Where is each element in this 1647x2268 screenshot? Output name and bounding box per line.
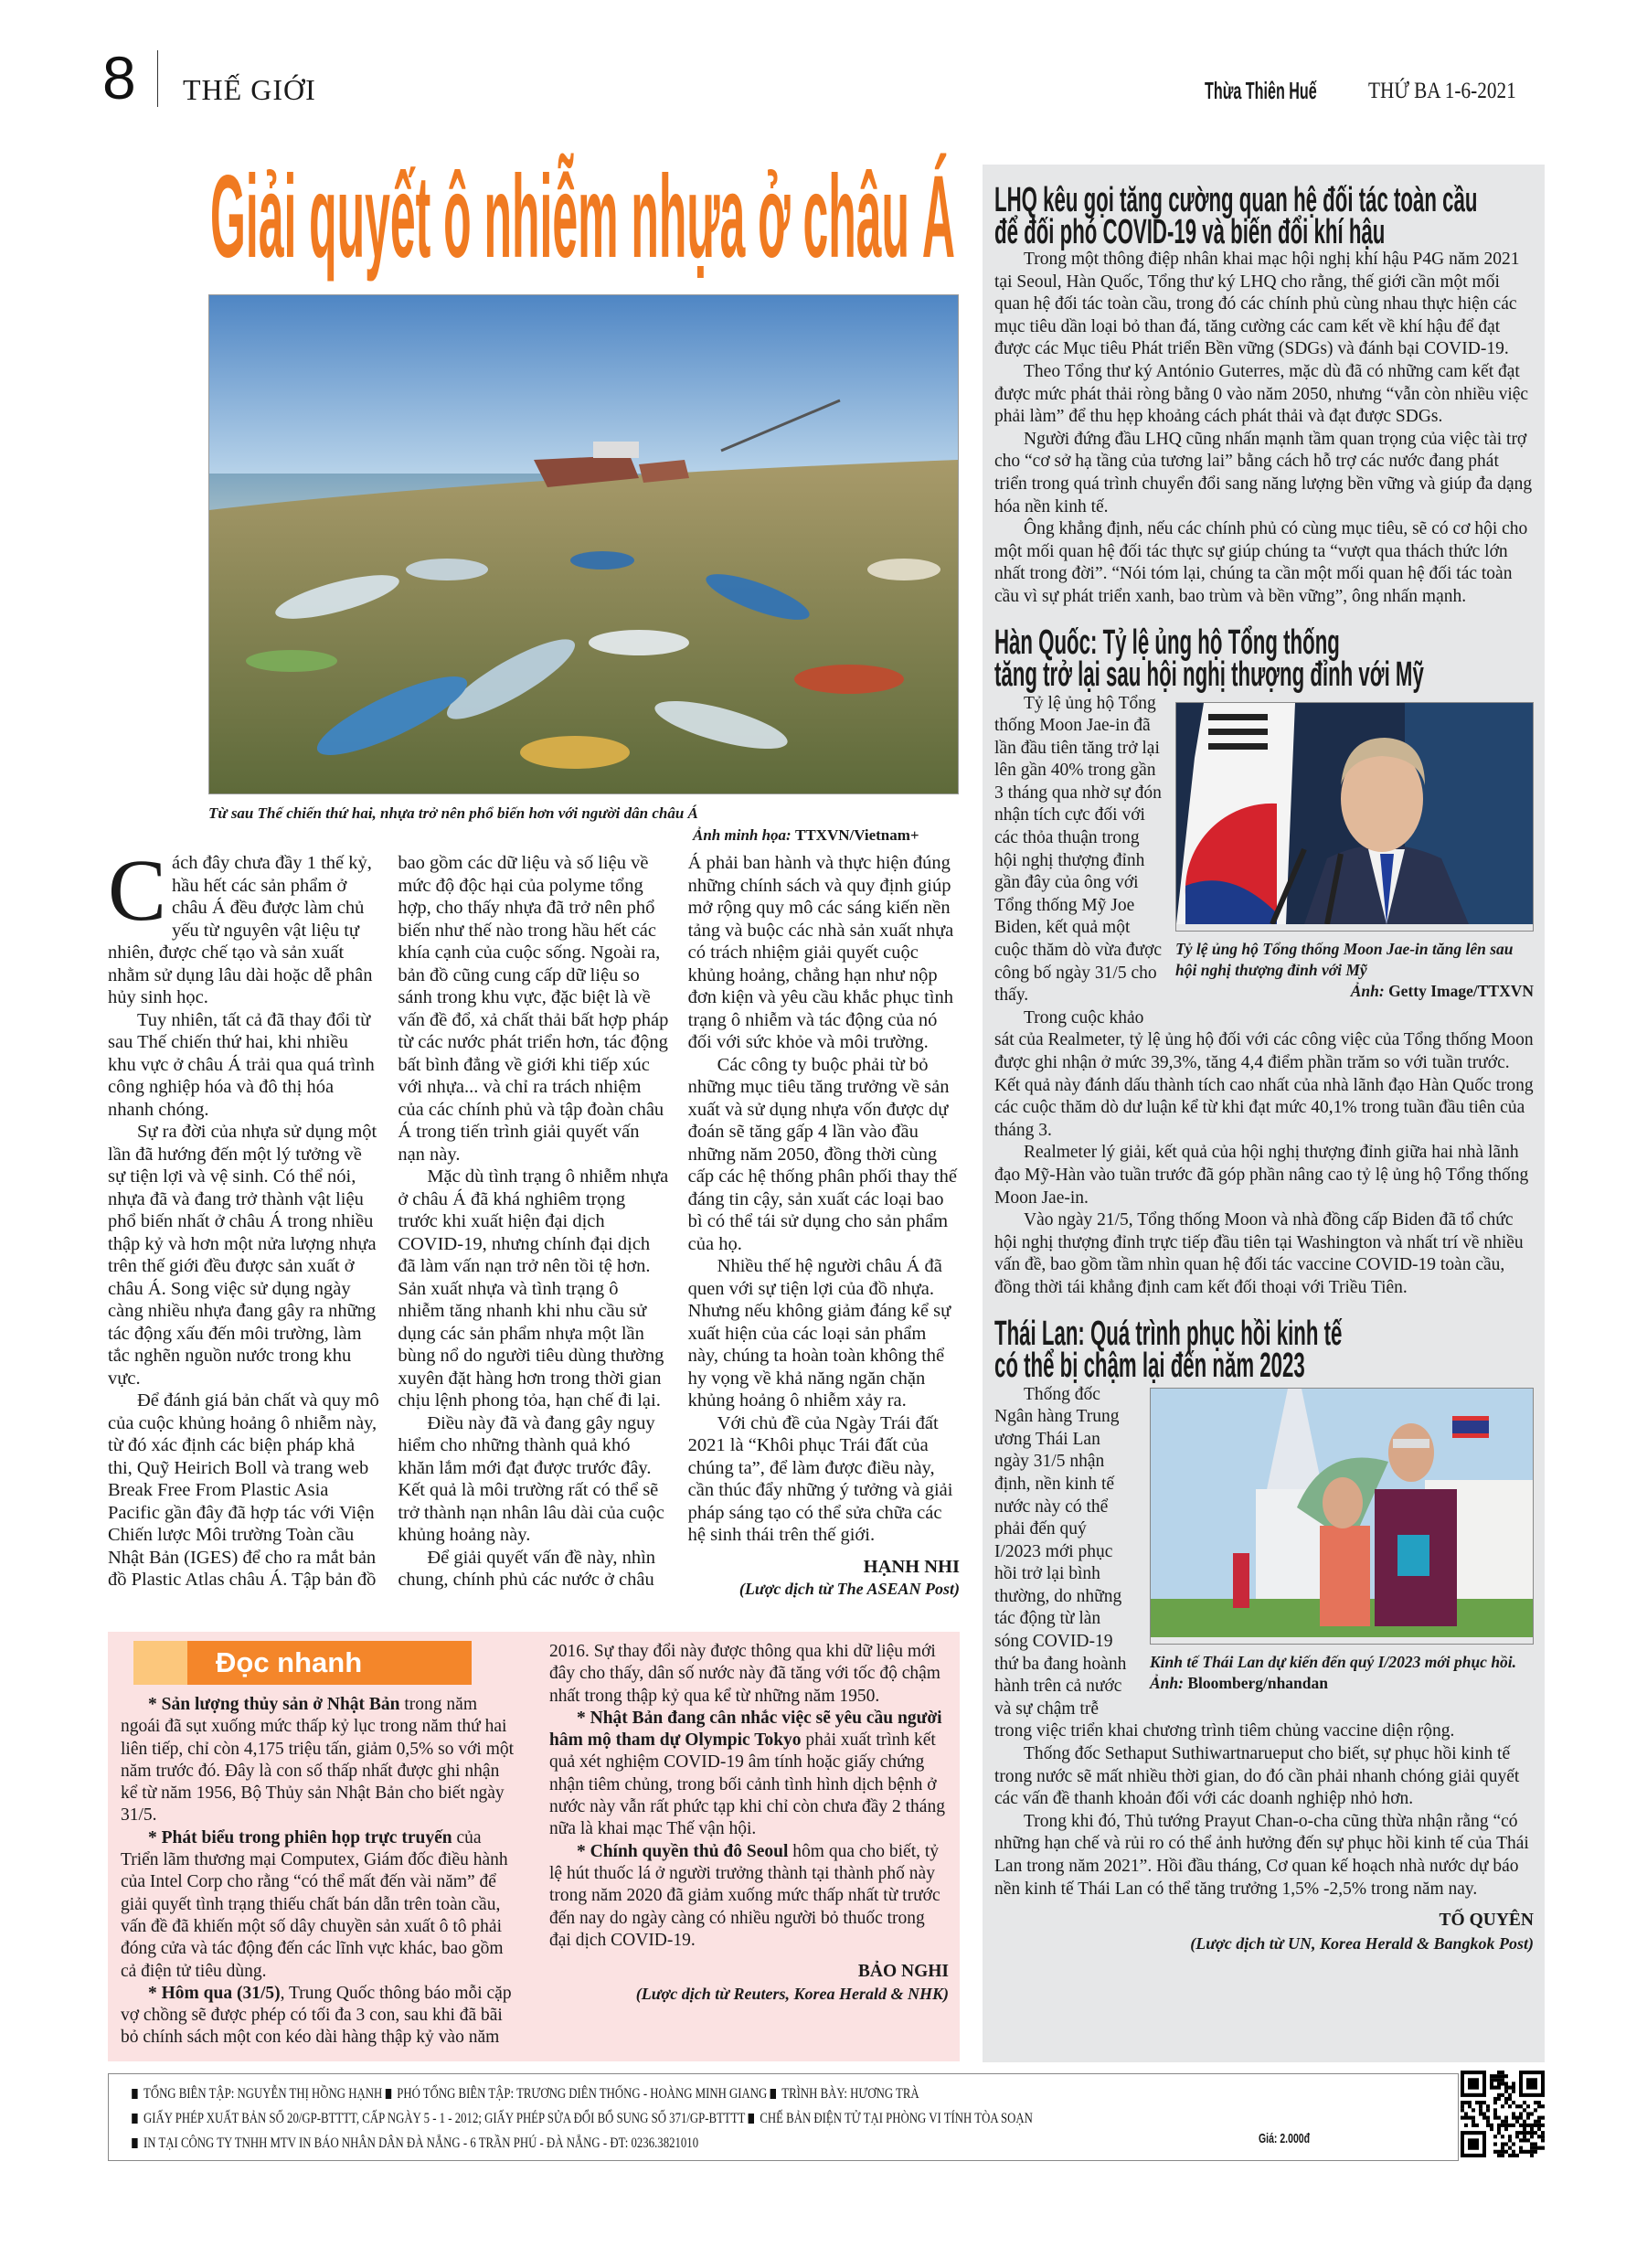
quick-read-item: * Hôm qua (31/5), Trung Quốc thông báo mỗi cặp vợ chồng sẽ được phép có tối đa 3 con, sau khi đã bãi bỏ chính sách một con kéo dài hàng thập kỷ vào năm 2016. Sự thay đổi này được thông qua khi dữ liệu mới đây cho thấy, dân số nước này đã tăng với tốc độ chậm nhất trong thập kỷ qua kể từ những năm 1950. bbox=[121, 1642, 940, 2048]
drop-cap: C bbox=[108, 841, 167, 939]
thailand-article-title-line: có thể bị chậm lại đến năm 2023 bbox=[994, 1346, 1305, 1385]
korea-article-title-line: Hàn Quốc: Tỷ lệ ủng hộ Tổng thống bbox=[994, 623, 1340, 662]
thailand-figure bbox=[1150, 1388, 1534, 1695]
article-paragraph: Ông khẳng định, nếu các chính phủ có cùng mục tiêu, sẽ có cơ hội cho một mối quan hệ đối tác thực sự giúp chúng ta “vượt qua thách thức lớn nhất trong đời”. “Nói tóm lại, chúng ta cần một mối quan hệ đối tác toàn cầu vì sự phát triển xanh, bao trùm và bền vững”, ông nhấn mạnh. bbox=[994, 519, 1528, 606]
korea-figure bbox=[1175, 702, 1534, 1003]
photo-credit: Ảnh: Getty Image/TTXVN bbox=[1350, 982, 1534, 1001]
footer-line: TỔNG BIÊN TẬP: NGUYỄN THỊ HỒNG HẠNH PHÓ TỔNG BIÊN TẬP: TRƯƠNG DIÊN THỐNG - HOÀNG MINH GIANG TRÌNH BÀY: HƯƠNG TRÀ bbox=[129, 2082, 1192, 2106]
article-source: (Lược dịch từ The ASEAN Post) bbox=[738, 1580, 960, 1598]
article-paragraph: Thống đốc Ngân hàng Trung ương Thái Lan ngày 31/5 nhận định, nền kinh tế nước này có thể phải đến quý I/2023 mới phục hồi trở lại bình thường, do những tác động từ làn sóng COVID-19 thứ ba đang hoành hành trên cả nước và sự chậm trễ trong việc triển khai chương trình tiêm chủng vaccine diện rộng. bbox=[994, 1384, 1455, 1741]
footer-line: IN TẠI CÔNG TY TNHH MTV IN BÁO NHÂN DÂN ĐÀ NẴNG - 6 TRẦN PHÚ - ĐÀ NẴNG - ĐT: 0236.3821010 bbox=[129, 2131, 1192, 2156]
main-article-body bbox=[108, 841, 960, 1611]
article-paragraph: Người đứng đầu LHQ cũng nhấn mạnh tầm quan trọng của việc tài trợ cho “cơ sở hạ tầng của tương lai” bằng cách hỗ trợ các nước đang phát triển trong quá trình chuyển đổi sang năng lượng bền vững và giúp đa dạng hóa nền kinh tế. bbox=[994, 429, 1533, 516]
thailand-article-title-line: Thái Lan: Quá trình phục hồi kinh tế bbox=[994, 1314, 1343, 1353]
article-source: (Lược dịch từ UN, Korea Herald & Bangkok Post) bbox=[1190, 1933, 1534, 1953]
un-article bbox=[994, 181, 1534, 609]
article-paragraph: Nhiều thế hệ người châu Á đã quen với sự tiện lợi của đồ nhựa. Nhưng nếu không giảm đáng kể sự xuất hiện của các loại sản phẩm này, chúng ta hoàn toàn không thể hy vọng về khả năng ngăn chặn khủng hoảng ô nhiễm xảy ra. bbox=[687, 1256, 951, 1411]
article-paragraph: Tuy nhiên, tất cả đã thay đổi từ sau Thế chiến thứ hai, khi nhiều khu vực ở châu Á trải qua quá trình công nghiệp hóa và đô thị hóa nhanh chóng. bbox=[108, 1009, 375, 1120]
article-paragraph: Các công ty buộc phải từ bỏ những mục tiêu tăng trưởng về sản xuất và sử dụng nhựa vốn được dự đoán sẽ tăng gấp 4 lần vào đầu những năm 2050, đồng thời cùng cấp các hệ thống phân phối thay thế đáng tin cậy, sản xuất các loại bao bì có thể tái sử dụng cho sản phẩm của họ. bbox=[687, 1054, 957, 1254]
page-number: 8 bbox=[102, 44, 136, 112]
header-divider bbox=[157, 50, 158, 107]
main-headline: Giải quyết ô nhiễm nhựa ở châu Á bbox=[210, 152, 955, 282]
section-title: THẾ GIỚI bbox=[183, 73, 316, 106]
quick-read-item: * Chính quyền thủ đô Seoul hôm qua cho biết, tỷ lệ hút thuốc lá ở người trưởng thành tại thành phố này trong năm 2020 đã giảm xuống mức thấp nhất từ trước đến nay do ngày càng có nhiều người bỏ thuốc trong đại dịch COVID-19. bbox=[549, 1841, 940, 1950]
article-paragraph: Để đánh giá bản chất và quy mô của cuộc khủng hoảng ô nhiễm này, từ đó xác định các biện pháp khả thi, Quỹ Heirich Boll và trang web Break Free From Plastic Asia Pacific gần đây đã hợp tác với Viện Chiến lược Môi trường Toàn cầu Nhật Bản (IGES) để cho ra mắt bản đồ Plastic Atlas châu Á. Tập bản đồ bao gồm các dữ liệu và số liệu về mức độ độc hại của polyme tổng hợp, cho thấy nhựa đã trở nên phổ biến như thế nào trong hầu hết các khía cạnh của cuộc sống. Ngoài ra, bản đồ cũng cung cấp dữ liệu so sánh trong khu vực, đặc biệt là về vấn đề đổ, xả chất thải bất hợp pháp từ các nước phát triển hơn, tác động bất bình đẳng về giới khi tiếp xúc với nhựa... và chỉ ra trách nhiệm của các chính phủ và tập đoàn châu Á trong tiến trình giải quyết vấn nạn này. bbox=[108, 853, 669, 1590]
photo-credit-label: Ảnh minh họa: bbox=[693, 826, 792, 844]
article-paragraph: Cách đây chưa đầy 1 thế kỷ, hầu hết các sản phẩm ở châu Á đều được làm chủ yếu từ nguyên vật liệu tự nhiên, được chế tạo và sản xuất nhằm sử dụng lâu dài hoặc dễ phân hủy sinh học. bbox=[108, 841, 373, 1007]
korea-article-title-line: tăng trở lại sau hội nghị thượng đỉnh với Mỹ bbox=[994, 655, 1424, 694]
article-paragraph: Vào ngày 21/5, Tổng thống Moon và nhà đồng cấp Biden đã tổ chức hội nghị thượng đỉnh trực tiếp đầu tiên tại Washington và nhất trí về nhiều vấn đề, bao gồm tầm nhìn quan hệ đối tác vaccine COVID-19 toàn cầu, đồng thời tái khẳng định cam kết đối thoại với Triều Tiên. bbox=[994, 1210, 1524, 1297]
price: Giá: 2.000đ bbox=[1258, 2131, 1310, 2146]
caption-text: Từ sau Thế chiến thứ hai, nhựa trở nên phổ biến hơn với người dân châu Á bbox=[208, 804, 698, 822]
article-byline: HẠNH NHI bbox=[863, 1556, 960, 1577]
quick-read-box bbox=[108, 1632, 960, 2061]
thailand-photo-caption: Kinh tế Thái Lan dự kiến đến quý I/2023 mới phục hồi. Ảnh: Bloomberg/nhandan bbox=[1150, 1653, 1517, 1693]
article-paragraph: Thống đốc Sethaput Suthiwartnarueput cho biết, sự phục hồi kinh tế trong nước sẽ mất nhiều thời gian, do đó cần phải nhanh chóng giải quyết các vấn đề thanh khoản đối với các doanh nghiệp nhỏ hơn. bbox=[994, 1744, 1520, 1809]
world-news-panel bbox=[983, 165, 1545, 2062]
qr-code[interactable] bbox=[1461, 2071, 1545, 2157]
main-headline-container bbox=[210, 154, 955, 282]
korea-photo-caption: Tỷ lệ ủng hộ Tổng thống Moon Jae-in tăng lên sau hội nghị thượng đỉnh với Mỹ bbox=[1175, 940, 1514, 980]
moon-jae-in-photo bbox=[1175, 702, 1534, 932]
quick-read-title: Đọc nhanh bbox=[133, 1641, 472, 1685]
issue-date: THỨ BA 1-6-2021 bbox=[1368, 79, 1516, 103]
korea-article bbox=[994, 623, 1534, 1300]
article-paragraph: Điều này đã và đang gây nguy hiểm cho những thành quả khó khăn lắm mới đạt được trước đây. Kết quả là môi trường rất có thể sẽ trở thành nạn nhân lâu dài của cuộc khủng hoảng này. bbox=[398, 1412, 664, 1545]
photo-credit bbox=[208, 825, 957, 847]
bangkok-tourists-photo bbox=[1150, 1388, 1534, 1645]
thailand-article bbox=[994, 1314, 1534, 1955]
article-byline: TỐ QUYÊN bbox=[1439, 1911, 1534, 1931]
article-paragraph: Mặc dù tình trạng ô nhiễm nhựa ở châu Á đã khá nghiêm trọng trước khi xuất hiện đại dịch COVID-19, nhưng chính đại dịch đã làm vấn nạn trở nên tồi tệ hơn. Sản xuất nhựa và tình trạng ô nhiễm tăng nhanh khi nhu cầu sử dụng các sản phẩm nhựa một lần bùng nổ do người tiêu dùng thường xuyên đặt hàng hơn trong thời gian chịu lệnh phong tỏa, hạn chế đi lại. bbox=[398, 1166, 669, 1411]
photo-credit-source: TTXVN/Vietnam+ bbox=[794, 826, 919, 844]
article-paragraph: Trong một thông điệp nhân khai mạc hội nghị khí hậu P4G năm 2021 tại Seoul, Hàn Quốc, Tổng thư ký LHQ cho rằng, thế giới cần một mối quan hệ đối tác toàn cầu, trong đó các chính phủ cùng nhau thực hiện các mục tiêu dần loại bỏ than đá, tăng cường các cam kết về khí hậu để đạt được các Mục tiêu Phát triển Bền vững (SDGs) và đánh bại COVID-19. bbox=[994, 250, 1520, 359]
article-paragraph: Trong cuộc khảo sát của Realmeter, tỷ lệ ủng hộ đối với các công việc của Tổng thống Moon được ghi nhận ở mức 39,3%, tăng 4,4 điểm phần trăm so với tuần trước. Kết quả này đánh dấu thành tích cao nhất của nhà lãnh đạo Hàn Quốc trong các cuộc thăm dò dư luận kể từ khi đạt mức 40,1% trong tuần đầu tiên của tháng 3. bbox=[994, 1007, 1534, 1140]
article-paragraph: Realmeter lý giải, kết quả của hội nghị thượng đỉnh giữa hai nhà lãnh đạo Mỹ-Hàn vào tuần trước đã góp phần nâng cao tỷ lệ ủng hộ Tổng thống Moon Jae-in. bbox=[994, 1143, 1529, 1208]
article-paragraph: Trong khi đó, Thủ tướng Prayut Chan-o-cha cũng thừa nhận rằng “có những hạn chế và rủi ro có thể ảnh hưởng đến sự phục hồi kinh tế của Thái Lan trong năm 2021”. Hồi đầu tháng, Cơ quan kế hoạch nhà nước dự báo nền kinh tế Thái Lan có thể tăng trưởng 1,5% -2,5% trong năm nay. bbox=[994, 1811, 1529, 1899]
quick-read-item: * Phát biểu trong phiên họp trực truyến của Triển lãm thương mại Computex, Giám đốc điều hành của Intel Corp cho rằng “có thể mất đến vài năm” để giải quyết tình trạng thiếu chất bán dẫn trên toàn cầu, vấn đề đã khiến một số dây chuyền sản xuất ô tô phải đóng cửa và tác động đến các lĩnh vực khác, bao gồm cả điện tử tiêu dùng. bbox=[121, 1827, 508, 1981]
quick-read-source: (Lược dịch từ Reuters, Korea Herald & NHK) bbox=[635, 1985, 949, 2004]
plastic-pollution-photo bbox=[208, 294, 959, 794]
article-paragraph: Với chủ đề của Ngày Trái đất 2021 là “Khôi phục Trái đất của chúng ta”, để làm được điều này, cần thúc đẩy những ý tưởng và giải pháp sáng tạo có thể sửa chữa các hệ sinh thái trên thế giới. bbox=[687, 1412, 953, 1545]
quick-read-byline: BẢO NGHI bbox=[857, 1962, 949, 1982]
quick-read-item: * Nhật Bản đang cân nhắc việc sẽ yêu cầu người hâm mộ tham dự Olympic Tokyo phải xuất trình kết quả xét nghiệm COVID-19 âm tính hoặc giấy chứng nhận tiêm chủng, trong bối cảnh tình hình dịch bệnh ở nước này vẫn rất phức tạp khi chỉ còn chưa đầy 2 tháng nữa là khai mạc Thế vận hội. bbox=[549, 1708, 945, 1839]
quick-read-item: * Sản lượng thủy sản ở Nhật Bản trong năm ngoái đã sụt xuống mức thấp kỷ lục trong năm thứ hai liên tiếp, chỉ còn 4,175 triệu tấn, giảm 0,5% so với một năm trước đó. Đây là con số thấp nhất được ghi nhận kể từ năm 1956, Bộ Thủy sản Nhật Bản cho biết ngày 31/5. bbox=[121, 1695, 515, 1826]
newspaper-name: Thừa Thiên Huế bbox=[1205, 77, 1317, 104]
masthead-footer bbox=[108, 2073, 1459, 2161]
un-article-title-line: LHQ kêu gọi tăng cường quan hệ đối tác toàn cầu bbox=[994, 181, 1478, 219]
article-paragraph: Sự ra đời của nhựa sử dụng một lần đã hướng đến một lý tưởng về sự tiện lợi và vệ sinh. Có thể nói, nhựa đã và đang trở thành vật liệu phổ biến nhất ở châu Á trong nhiều thập kỷ và hơn một nửa lượng nhựa trên thế giới đều được sản xuất ở châu Á. Song việc sử dụng ngày càng nhiều nhựa đang gây ra những tác động xấu đến môi trường, làm tắc nghẽn nguồn nước trong khu vực. bbox=[108, 1122, 377, 1389]
article-paragraph: Theo Tổng thư ký António Guterres, mặc dù đã có những cam kết đạt được mức phát thải ròng bằng 0 vào năm 2050, nhưng “vẫn còn nhiều việc phải làm” để thu hẹp khoảng cách phát thải và đạt được SDGs. bbox=[994, 361, 1529, 427]
footer-line: GIẤY PHÉP XUẤT BẢN SỐ 20/GP-BTTTT, CẤP NGÀY 5 - 1 - 2012; GIẤY PHÉP SỬA ĐỔI BỔ SUNG SỐ 371/GP-BTTTT CHẾ BẢN ĐIỆN TỬ TẠI PHÒNG VI TÍNH TÒA SOẠN bbox=[129, 2106, 1192, 2131]
article-paragraph: Để giải quyết vấn đề này, nhìn chung, chính phủ các nước ở châu Á phải ban hành và thực hiện đúng những chính sách và quy định giúp mở rộng quy mô các sáng kiến nền tảng và buộc các nhà sản xuất nhựa có trách nhiệm giải quyết cuộc khủng hoảng, chẳng hạn như nộp đơn kiện và yêu cầu khắc phục tình trạng ô nhiễm và tác động của nó đối với sức khỏe và môi trường. bbox=[398, 853, 954, 1590]
un-article-title-line: để đối phó COVID-19 và biến đổi khí hậu bbox=[994, 213, 1386, 251]
article-paragraph: Tỷ lệ ủng hộ Tổng thống Moon Jae-in đã lần đầu tiên tăng trở lại lên gần 40% trong gần 3 tháng qua nhờ sự đón nhận tích cực đối với các thỏa thuận trong hội nghị thượng đỉnh gần đây của ông với Tổng thống Mỹ Joe Biden, kết quả một cuộc thăm dò vừa được công bố ngày 31/5 cho thấy. bbox=[994, 693, 1163, 1006]
main-photo-caption bbox=[208, 803, 957, 847]
